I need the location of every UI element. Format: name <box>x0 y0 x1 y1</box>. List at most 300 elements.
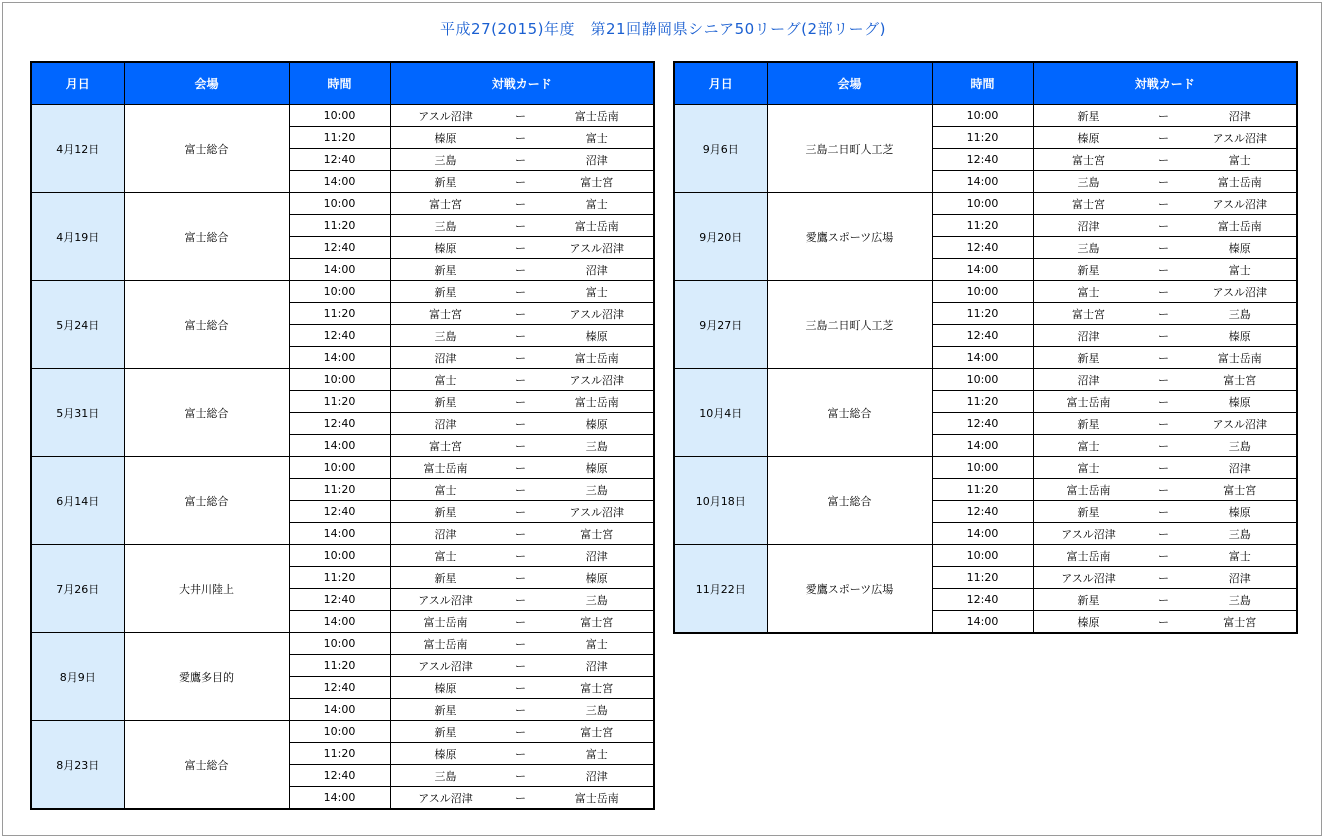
match-card <box>390 369 654 391</box>
match-card-inner <box>391 215 654 236</box>
team-away: 沼津 <box>1228 109 1251 123</box>
match-time: 11:20 <box>932 479 1033 501</box>
match-card <box>1033 391 1297 413</box>
match-row <box>31 545 654 567</box>
team-home: 富士 <box>1077 285 1100 299</box>
team-away: 三島 <box>585 593 608 607</box>
team-home: 沼津 <box>1077 219 1100 233</box>
team-home: 新星 <box>434 725 457 739</box>
team-home: 三島 <box>1077 175 1100 189</box>
page-title: 平成27(2015)年度 第21回静岡県シニア50リーグ(2部リーグ) <box>440 20 886 38</box>
match-time: 14:00 <box>932 523 1033 545</box>
match-time: 12:40 <box>289 677 390 699</box>
match-time: 11:20 <box>289 303 390 325</box>
versus-dash: ー <box>515 175 526 189</box>
match-row <box>674 105 1297 127</box>
versus-dash: ー <box>515 417 526 431</box>
match-time: 10:00 <box>289 105 390 127</box>
header-row <box>31 62 654 105</box>
team-away: 富士 <box>585 131 608 145</box>
versus-dash: ー <box>515 241 526 255</box>
match-card-inner <box>1034 589 1297 610</box>
versus-dash: ー <box>515 329 526 343</box>
team-home: 沼津 <box>434 527 457 541</box>
team-home: アスル沼津 <box>1061 527 1116 541</box>
team-away: 富士宮 <box>580 527 614 541</box>
match-time: 12:40 <box>289 325 390 347</box>
team-away: 富士 <box>585 637 608 651</box>
team-away: 富士 <box>585 197 608 211</box>
match-venue: 三島二日町人工芝 <box>767 281 932 369</box>
team-home: 新星 <box>1077 417 1100 431</box>
team-away: 沼津 <box>585 769 608 783</box>
match-venue: 愛鷹多目的 <box>124 633 289 721</box>
team-away: 富士宮 <box>580 615 614 629</box>
match-card <box>1033 611 1297 634</box>
match-time: 14:00 <box>289 347 390 369</box>
match-date: 11月22日 <box>674 545 767 634</box>
match-card-inner <box>1034 303 1297 324</box>
team-home: 富士 <box>434 483 457 497</box>
match-card <box>390 633 654 655</box>
match-time: 12:40 <box>289 765 390 787</box>
team-home: 三島 <box>434 153 457 167</box>
team-away: 富士岳南 <box>574 351 619 365</box>
match-card-inner <box>391 127 654 148</box>
team-home: アスル沼津 <box>418 659 473 673</box>
match-card <box>390 567 654 589</box>
header-venue: 会場 <box>767 62 932 105</box>
team-home: 富士岳南 <box>1066 483 1111 497</box>
versus-dash: ー <box>515 527 526 541</box>
versus-dash: ー <box>1158 615 1169 629</box>
team-away: 富士宮 <box>1223 483 1257 497</box>
match-venue: 富士総合 <box>124 721 289 810</box>
versus-dash: ー <box>1158 571 1169 585</box>
match-card-inner <box>391 567 654 588</box>
team-away: アスル沼津 <box>569 241 625 255</box>
match-card-inner <box>391 281 654 302</box>
match-card-inner <box>391 765 654 786</box>
versus-dash: ー <box>1158 131 1169 145</box>
match-time: 12:40 <box>932 237 1033 259</box>
match-venue: 富士総合 <box>124 193 289 281</box>
match-time: 14:00 <box>932 347 1033 369</box>
versus-dash: ー <box>515 439 526 453</box>
match-date: 5月31日 <box>31 369 124 457</box>
match-row <box>674 369 1297 391</box>
team-home: 三島 <box>434 769 457 783</box>
match-card-inner <box>391 413 654 434</box>
match-card-inner <box>391 105 654 126</box>
match-date: 10月18日 <box>674 457 767 545</box>
team-home: 三島 <box>434 329 457 343</box>
match-time: 10:00 <box>289 193 390 215</box>
team-away: 榛原 <box>585 417 608 431</box>
team-away: 富士宮 <box>1223 373 1257 387</box>
match-card <box>1033 347 1297 369</box>
team-home: 新星 <box>434 175 457 189</box>
team-away: 富士宮 <box>580 175 614 189</box>
match-card-inner <box>1034 369 1297 390</box>
match-venue: 愛鷹スポーツ広場 <box>767 193 932 281</box>
versus-dash: ー <box>515 109 526 123</box>
header-time: 時間 <box>289 62 390 105</box>
team-home: アスル沼津 <box>418 593 473 607</box>
match-card <box>1033 215 1297 237</box>
match-time: 12:40 <box>289 237 390 259</box>
match-card <box>1033 171 1297 193</box>
team-home: 榛原 <box>1077 131 1100 145</box>
team-home: 新星 <box>434 703 457 717</box>
versus-dash: ー <box>1158 307 1169 321</box>
team-away: 沼津 <box>585 549 608 563</box>
match-time: 11:20 <box>932 127 1033 149</box>
match-card <box>390 743 654 765</box>
team-home: 富士宮 <box>1072 197 1105 211</box>
match-card <box>1033 127 1297 149</box>
match-row <box>31 457 654 479</box>
match-time: 12:40 <box>289 501 390 523</box>
team-home: 沼津 <box>1077 329 1100 343</box>
match-time: 11:20 <box>932 391 1033 413</box>
match-card-inner <box>391 391 654 412</box>
versus-dash: ー <box>515 153 526 167</box>
match-time: 14:00 <box>932 171 1033 193</box>
versus-dash: ー <box>1158 461 1169 475</box>
team-home: 榛原 <box>434 131 457 145</box>
match-time: 12:40 <box>932 149 1033 171</box>
team-home: 榛原 <box>434 681 457 695</box>
header-time: 時間 <box>932 62 1033 105</box>
match-card-inner <box>391 633 654 654</box>
team-away: 榛原 <box>1228 241 1251 255</box>
header-row <box>674 62 1297 105</box>
team-away: 三島 <box>1228 439 1251 453</box>
match-venue: 富士総合 <box>767 369 932 457</box>
match-card-inner <box>1034 391 1297 412</box>
match-card-inner <box>1034 215 1297 236</box>
versus-dash: ー <box>1158 263 1169 277</box>
match-venue: 愛鷹スポーツ広場 <box>767 545 932 634</box>
match-card-inner <box>1034 435 1297 456</box>
match-time: 10:00 <box>289 369 390 391</box>
match-card <box>390 171 654 193</box>
team-home: 富士 <box>434 549 457 563</box>
versus-dash: ー <box>515 263 526 277</box>
match-card-inner <box>1034 325 1297 346</box>
match-card-inner <box>391 149 654 170</box>
versus-dash: ー <box>515 219 526 233</box>
team-away: 沼津 <box>585 659 608 673</box>
team-home: 富士岳南 <box>1066 395 1111 409</box>
match-time: 10:00 <box>289 545 390 567</box>
match-date: 8月9日 <box>31 633 124 721</box>
match-card <box>1033 479 1297 501</box>
match-card <box>1033 237 1297 259</box>
team-away: 沼津 <box>1228 461 1251 475</box>
match-card <box>1033 105 1297 127</box>
match-card-inner <box>391 347 654 368</box>
match-card <box>390 303 654 325</box>
match-card-inner <box>391 259 654 280</box>
match-card-inner <box>1034 193 1297 214</box>
header-venue: 会場 <box>124 62 289 105</box>
match-time: 14:00 <box>289 523 390 545</box>
schedule-body-right <box>674 105 1297 634</box>
match-card-inner <box>1034 127 1297 148</box>
match-card <box>1033 369 1297 391</box>
match-date: 6月14日 <box>31 457 124 545</box>
versus-dash: ー <box>515 681 526 695</box>
match-date: 5月24日 <box>31 281 124 369</box>
match-card-inner <box>391 303 654 324</box>
team-away: アスル沼津 <box>1212 197 1268 211</box>
versus-dash: ー <box>1158 329 1169 343</box>
team-home: 沼津 <box>434 417 457 431</box>
team-away: 三島 <box>1228 307 1251 321</box>
match-card <box>1033 435 1297 457</box>
match-time: 10:00 <box>289 281 390 303</box>
team-away: 三島 <box>1228 593 1251 607</box>
match-card <box>390 149 654 171</box>
match-time: 11:20 <box>932 303 1033 325</box>
team-home: 富士宮 <box>429 197 462 211</box>
team-home: 沼津 <box>434 351 457 365</box>
team-away: 榛原 <box>585 329 608 343</box>
match-date: 10月4日 <box>674 369 767 457</box>
versus-dash: ー <box>515 615 526 629</box>
versus-dash: ー <box>515 285 526 299</box>
team-away: アスル沼津 <box>569 505 625 519</box>
team-away: 富士宮 <box>1223 615 1257 629</box>
team-home: 富士 <box>1077 461 1100 475</box>
match-card-inner <box>391 545 654 566</box>
versus-dash: ー <box>1158 373 1169 387</box>
versus-dash: ー <box>515 703 526 717</box>
match-card-inner <box>391 435 654 456</box>
match-time: 11:20 <box>289 215 390 237</box>
team-home: アスル沼津 <box>418 109 473 123</box>
match-time: 10:00 <box>932 457 1033 479</box>
match-time: 11:20 <box>932 215 1033 237</box>
team-away: 富士 <box>1228 263 1251 277</box>
versus-dash: ー <box>1158 417 1169 431</box>
match-card <box>390 699 654 721</box>
team-home: アスル沼津 <box>418 791 473 805</box>
match-time: 10:00 <box>932 193 1033 215</box>
match-venue: 富士総合 <box>124 369 289 457</box>
versus-dash: ー <box>515 483 526 497</box>
match-row <box>674 545 1297 567</box>
match-time: 10:00 <box>932 105 1033 127</box>
match-card <box>390 545 654 567</box>
match-venue: 富士総合 <box>124 105 289 193</box>
match-card-inner <box>391 677 654 698</box>
team-away: アスル沼津 <box>1212 417 1268 431</box>
match-date: 8月23日 <box>31 721 124 810</box>
match-card-inner <box>1034 171 1297 192</box>
match-card-inner <box>391 743 654 764</box>
match-card-inner <box>391 325 654 346</box>
match-card <box>1033 149 1297 171</box>
team-home: アスル沼津 <box>1061 571 1116 585</box>
schedule-table-left <box>30 61 655 810</box>
match-time: 12:40 <box>289 589 390 611</box>
match-card <box>390 325 654 347</box>
team-away: 榛原 <box>585 571 608 585</box>
team-away: 富士岳南 <box>1217 219 1262 233</box>
team-away: 榛原 <box>1228 395 1251 409</box>
schedule-body-left <box>31 105 654 810</box>
match-card <box>390 501 654 523</box>
versus-dash: ー <box>515 549 526 563</box>
match-card-inner <box>1034 611 1297 632</box>
team-away: 富士 <box>585 747 608 761</box>
match-card <box>390 435 654 457</box>
match-time: 14:00 <box>289 699 390 721</box>
match-card <box>390 391 654 413</box>
match-card-inner <box>1034 105 1297 126</box>
match-card <box>1033 567 1297 589</box>
team-away: 富士 <box>585 285 608 299</box>
match-card <box>390 721 654 743</box>
match-card <box>1033 589 1297 611</box>
match-time: 14:00 <box>289 435 390 457</box>
versus-dash: ー <box>515 593 526 607</box>
team-home: 富士宮 <box>429 439 462 453</box>
team-home: 沼津 <box>1077 373 1100 387</box>
match-card <box>390 259 654 281</box>
header-date: 月日 <box>674 62 767 105</box>
team-home: 富士 <box>434 373 457 387</box>
match-time: 14:00 <box>932 611 1033 634</box>
team-home: 富士宮 <box>1072 153 1105 167</box>
versus-dash: ー <box>1158 219 1169 233</box>
match-time: 14:00 <box>289 611 390 633</box>
match-card <box>1033 413 1297 435</box>
match-card <box>390 193 654 215</box>
team-home: 富士 <box>1077 439 1100 453</box>
header-card: 対戦カード <box>390 62 654 105</box>
match-row <box>31 281 654 303</box>
team-home: 榛原 <box>434 747 457 761</box>
match-card-inner <box>391 589 654 610</box>
versus-dash: ー <box>1158 109 1169 123</box>
team-home: 富士岳南 <box>1066 549 1111 563</box>
team-home: 富士岳南 <box>423 461 468 475</box>
team-away: 富士岳南 <box>1217 351 1262 365</box>
match-venue: 富士総合 <box>767 457 932 545</box>
versus-dash: ー <box>515 725 526 739</box>
team-home: 富士岳南 <box>423 637 468 651</box>
match-card-inner <box>1034 479 1297 500</box>
match-card <box>1033 303 1297 325</box>
match-venue: 大井川陸上 <box>124 545 289 633</box>
match-card <box>1033 325 1297 347</box>
match-time: 11:20 <box>289 567 390 589</box>
match-card-inner <box>1034 149 1297 170</box>
match-time: 11:20 <box>932 567 1033 589</box>
team-away: アスル沼津 <box>569 373 625 387</box>
match-card <box>390 479 654 501</box>
match-row <box>31 633 654 655</box>
match-time: 11:20 <box>289 655 390 677</box>
team-away: アスル沼津 <box>569 307 625 321</box>
match-card <box>390 215 654 237</box>
match-venue: 富士総合 <box>124 457 289 545</box>
match-date: 4月12日 <box>31 105 124 193</box>
match-time: 11:20 <box>289 743 390 765</box>
match-time: 10:00 <box>932 281 1033 303</box>
header-date: 月日 <box>31 62 124 105</box>
match-card-inner <box>1034 501 1297 522</box>
versus-dash: ー <box>515 747 526 761</box>
match-card-inner <box>391 171 654 192</box>
team-home: 富士岳南 <box>423 615 468 629</box>
match-card <box>390 523 654 545</box>
match-time: 12:40 <box>932 501 1033 523</box>
match-card <box>390 589 654 611</box>
match-time: 11:20 <box>289 479 390 501</box>
team-away: 榛原 <box>1228 505 1251 519</box>
team-away: 沼津 <box>585 263 608 277</box>
team-away: 三島 <box>585 439 608 453</box>
match-card-inner <box>391 501 654 522</box>
match-card <box>390 677 654 699</box>
match-card-inner <box>1034 523 1297 544</box>
team-home: 榛原 <box>434 241 457 255</box>
team-away: 榛原 <box>1228 329 1251 343</box>
team-away: 富士宮 <box>580 681 614 695</box>
versus-dash: ー <box>515 351 526 365</box>
versus-dash: ー <box>1158 285 1169 299</box>
match-card-inner <box>1034 347 1297 368</box>
match-card <box>1033 501 1297 523</box>
match-row <box>31 369 654 391</box>
team-home: 富士宮 <box>1072 307 1105 321</box>
match-time: 12:40 <box>932 325 1033 347</box>
match-date: 7月26日 <box>31 545 124 633</box>
match-time: 14:00 <box>932 259 1033 281</box>
versus-dash: ー <box>515 637 526 651</box>
versus-dash: ー <box>515 791 526 805</box>
match-card-inner <box>1034 413 1297 434</box>
team-home: 三島 <box>1077 241 1100 255</box>
match-row <box>674 193 1297 215</box>
versus-dash: ー <box>1158 241 1169 255</box>
team-away: 三島 <box>585 483 608 497</box>
versus-dash: ー <box>515 395 526 409</box>
schedule-table-right <box>673 61 1298 634</box>
match-time: 12:40 <box>289 149 390 171</box>
match-card <box>1033 281 1297 303</box>
match-row <box>31 105 654 127</box>
team-home: 三島 <box>434 219 457 233</box>
match-card <box>1033 193 1297 215</box>
team-home: 富士宮 <box>429 307 462 321</box>
match-card <box>1033 523 1297 545</box>
versus-dash: ー <box>1158 175 1169 189</box>
team-away: 沼津 <box>585 153 608 167</box>
match-row <box>31 721 654 743</box>
match-date: 9月20日 <box>674 193 767 281</box>
match-card <box>390 611 654 633</box>
team-away: 富士岳南 <box>1217 175 1262 189</box>
match-card <box>390 127 654 149</box>
team-home: 新星 <box>434 395 457 409</box>
match-card <box>390 281 654 303</box>
